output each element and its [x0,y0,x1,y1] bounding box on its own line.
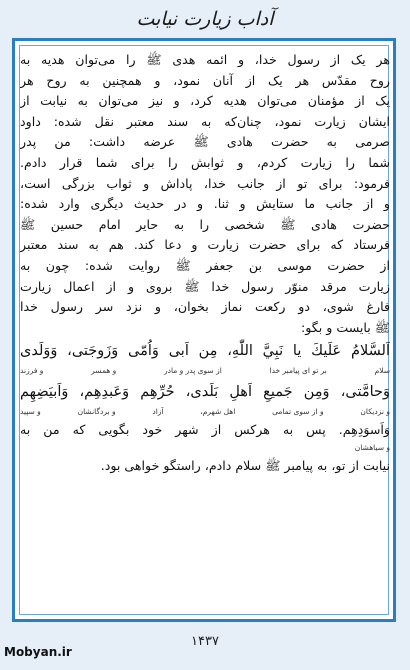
page-number: ۱۴۳۷ [191,634,219,649]
text-line: زیارت مرقد منوّر رسول خدا ﷺ بروی و از اعمال زیارت [20,278,390,294]
gloss-word: آزاد [152,407,164,417]
gloss-word: اهل شهرم، [200,407,236,417]
text-line: روح مقدّس هر یک از آنان نمود، و همچنین به روح هر [20,72,390,88]
gloss-word: و همسر [91,366,117,376]
page-header-title: آداب زیارت نیابت [136,8,274,30]
arabic-supplication-line-1: اَلسَّلامُ عَلَيكَ يا نَبِيَّ اللّٰهِ، مِن اَبى وَاُمّى وَزَوجَتى، وَوَلَدى [20,343,390,360]
text-line: ﷺ بایست و بگو: [301,319,390,335]
gloss-word: و فرزند [20,366,44,376]
text-line: هر یک از رسول خدا، و ائمه هدی ﷺ را می‌توان هدیه به [20,52,390,67]
gloss-word: و بردگانشان [77,407,116,417]
translation-gloss-3 [20,441,390,454]
page-body [20,50,390,477]
arabic-supplication-line-3: وَاَسوَدِهِم. پس به هرکس از شهر خود بگویی که من به [20,422,390,438]
site-watermark: Mobyan.ir [4,645,72,659]
translation-gloss-1 [20,364,390,377]
text-line: ایشان زیارت نمود، چنان‌که به سند معتبر نقل شده: داود [20,113,390,129]
text-line: نیابت از تو، به پیامبر ﷺ سلام دادم، راستگو خواهی بود. [100,457,390,473]
gloss-word: از سوی پدر و مادر [163,366,222,376]
body-paragraph [20,50,390,338]
text-line: و از جانب ما ستایش و ثنا. و در حدیث دیگری وارد شده: [20,196,390,212]
gloss-word: و از سوی تمامی [272,407,324,417]
text-line: فارغ شوی، دو رکعت نماز بخوان، و نزد سر رسول خدا [20,299,390,315]
gloss-word: سلام [374,366,390,376]
closing-paragraph [20,456,390,477]
text-line: یک از مؤمنان می‌توان هدیه کرد، و نیز می‌توان به نیابت از [20,93,390,109]
gloss-word: و نزدیکان [360,407,390,417]
translation-gloss-2 [20,405,390,418]
text-line: شما را زیارت کردم، و ثوابش را برای شما قرار دادم. [20,154,390,170]
text-line: از حضرت موسی بن جعفر ﷺ روایت شده: چون به [20,257,390,273]
gloss-word: و سپید [20,407,41,417]
gloss-word: و سیاهشان [354,442,390,452]
text-line: صرمی به حضرت هادی ﷺ عرضه داشت: من پدر [20,134,390,150]
text-line: فرستاد که برای حضرت زیارت و دعا کند. هم به سند معتبر [20,237,390,253]
text-line: فرمود: برای تو از جانب خدا، پاداش و ثواب بزرگی است، [20,175,390,191]
text-line: حضرت هادی ﷺ شخصی را به حایر امام حسین ﷺ [20,216,390,232]
gloss-word: بر تو ای پیامبر خدا [269,366,327,376]
arabic-supplication-line-2: وَحامَّتى، وَمِن جَميعِ اَهلِ بَلَدى، حُرِّهِم وَعَبدِهِم، وَاَبيَضِهِم [20,384,390,401]
